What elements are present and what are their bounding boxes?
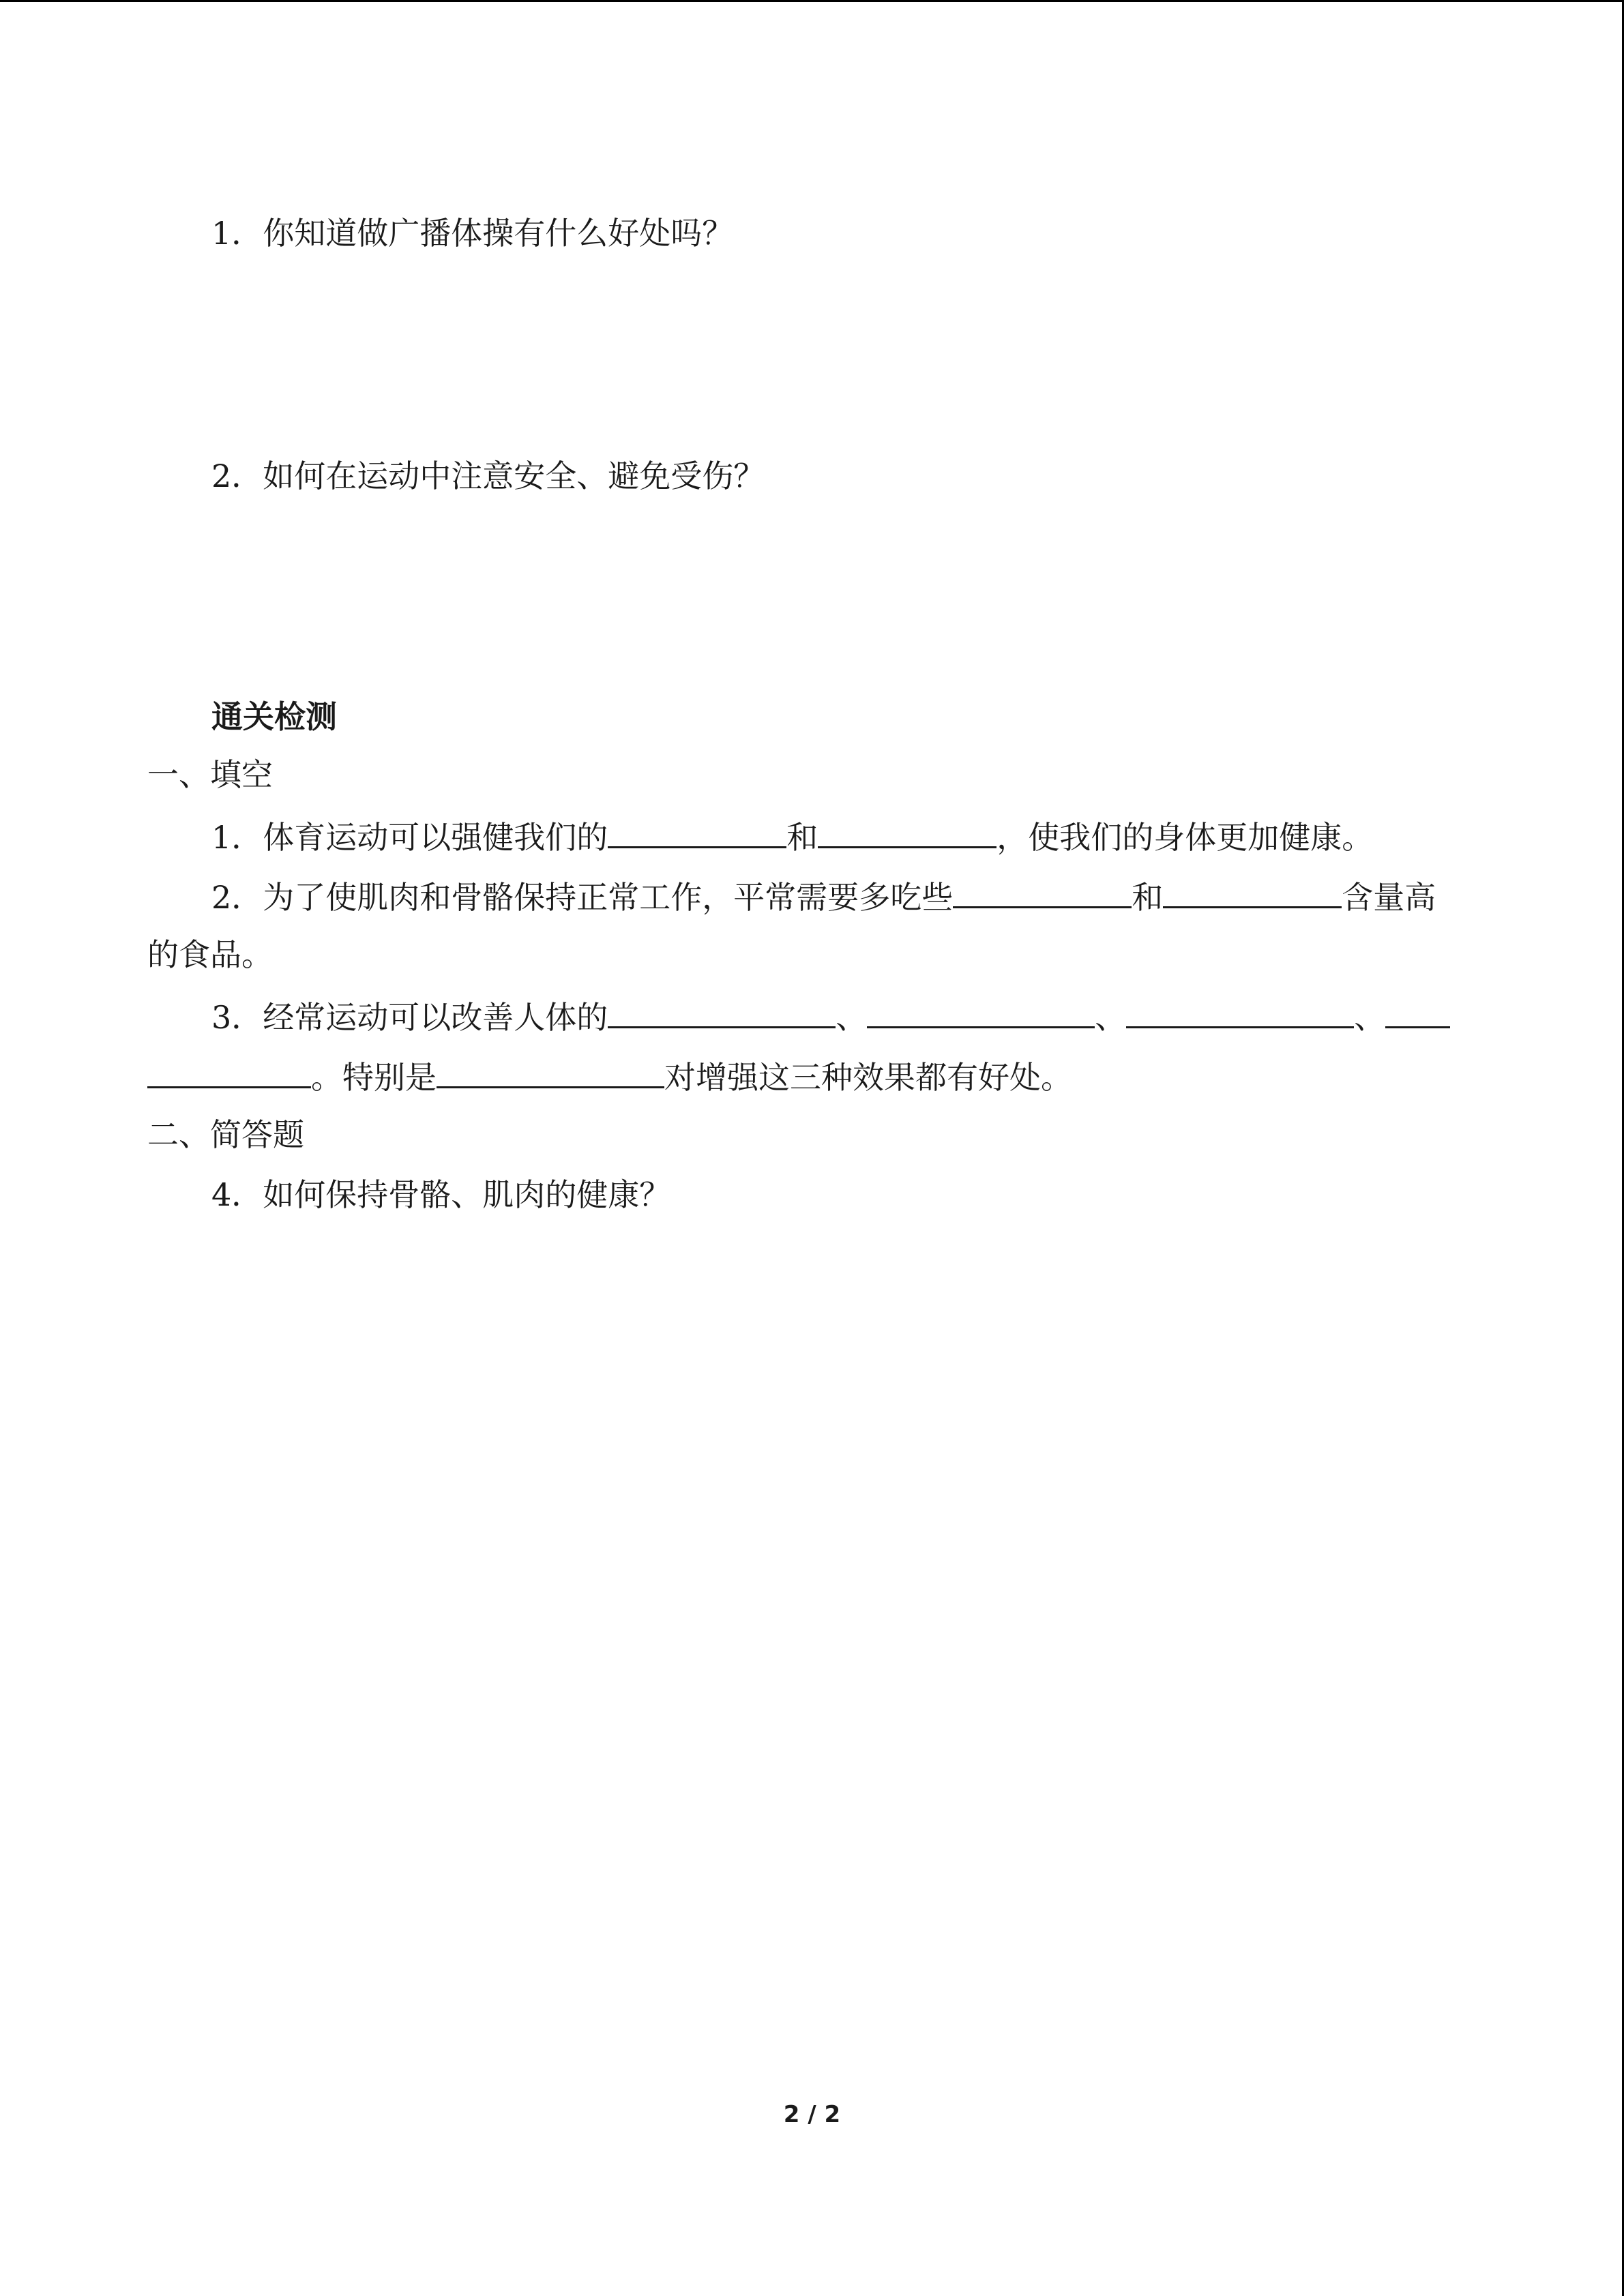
answer-blank[interactable]	[608, 995, 836, 1028]
part1-heading: 一、填空	[147, 756, 273, 793]
separator: 、	[1095, 999, 1127, 1036]
fill-item-3-continuation	[147, 1055, 1072, 1098]
answer-blank[interactable]	[1385, 995, 1450, 1028]
fill-item-2	[211, 875, 1436, 918]
separator: 、	[836, 999, 868, 1036]
fill-item-3-continuation-suffix: 对增强这三种效果都有好处。	[664, 1059, 1072, 1096]
fill-item-3-prefix: 3．经常运动可以改善人体的	[211, 999, 608, 1036]
fill-item-2-continuation: 的食品。	[147, 936, 273, 973]
fill-item-3	[211, 995, 1450, 1038]
answer-blank[interactable]	[1126, 995, 1354, 1028]
fill-item-2-mid: 和	[1132, 879, 1164, 916]
question-4: 4．如何保持骨骼、肌肉的健康？	[211, 1176, 671, 1213]
page-number: 2 / 2	[783, 2101, 841, 2128]
part2-heading: 二、简答题	[147, 1116, 304, 1153]
question-1: 1．你知道做广播体操有什么好处吗？	[211, 215, 734, 252]
fill-item-3-continuation-prefix: 。特别是	[311, 1059, 437, 1096]
answer-blank[interactable]	[1163, 875, 1342, 908]
fill-item-2-suffix: 含量高	[1342, 879, 1436, 916]
fill-item-1-prefix: 1．体育运动可以强健我们的	[211, 819, 608, 856]
fill-item-2-prefix: 2．为了使肌肉和骨骼保持正常工作，平常需要多吃些	[211, 879, 954, 916]
separator: 、	[1354, 999, 1386, 1036]
answer-blank[interactable]	[867, 995, 1095, 1028]
fill-item-1-suffix: ，使我们的身体更加健康。	[996, 819, 1374, 856]
answer-blank[interactable]	[147, 1055, 311, 1088]
answer-blank[interactable]	[608, 815, 786, 848]
fill-item-1	[211, 815, 1373, 858]
answer-blank[interactable]	[953, 875, 1132, 908]
answer-blank[interactable]	[437, 1055, 664, 1088]
section-title: 通关检测	[211, 698, 337, 735]
question-2: 2．如何在运动中注意安全、避免受伤？	[211, 458, 765, 494]
page-top-border	[0, 0, 1624, 2]
fill-item-1-mid: 和	[786, 819, 818, 856]
answer-blank[interactable]	[818, 815, 996, 848]
